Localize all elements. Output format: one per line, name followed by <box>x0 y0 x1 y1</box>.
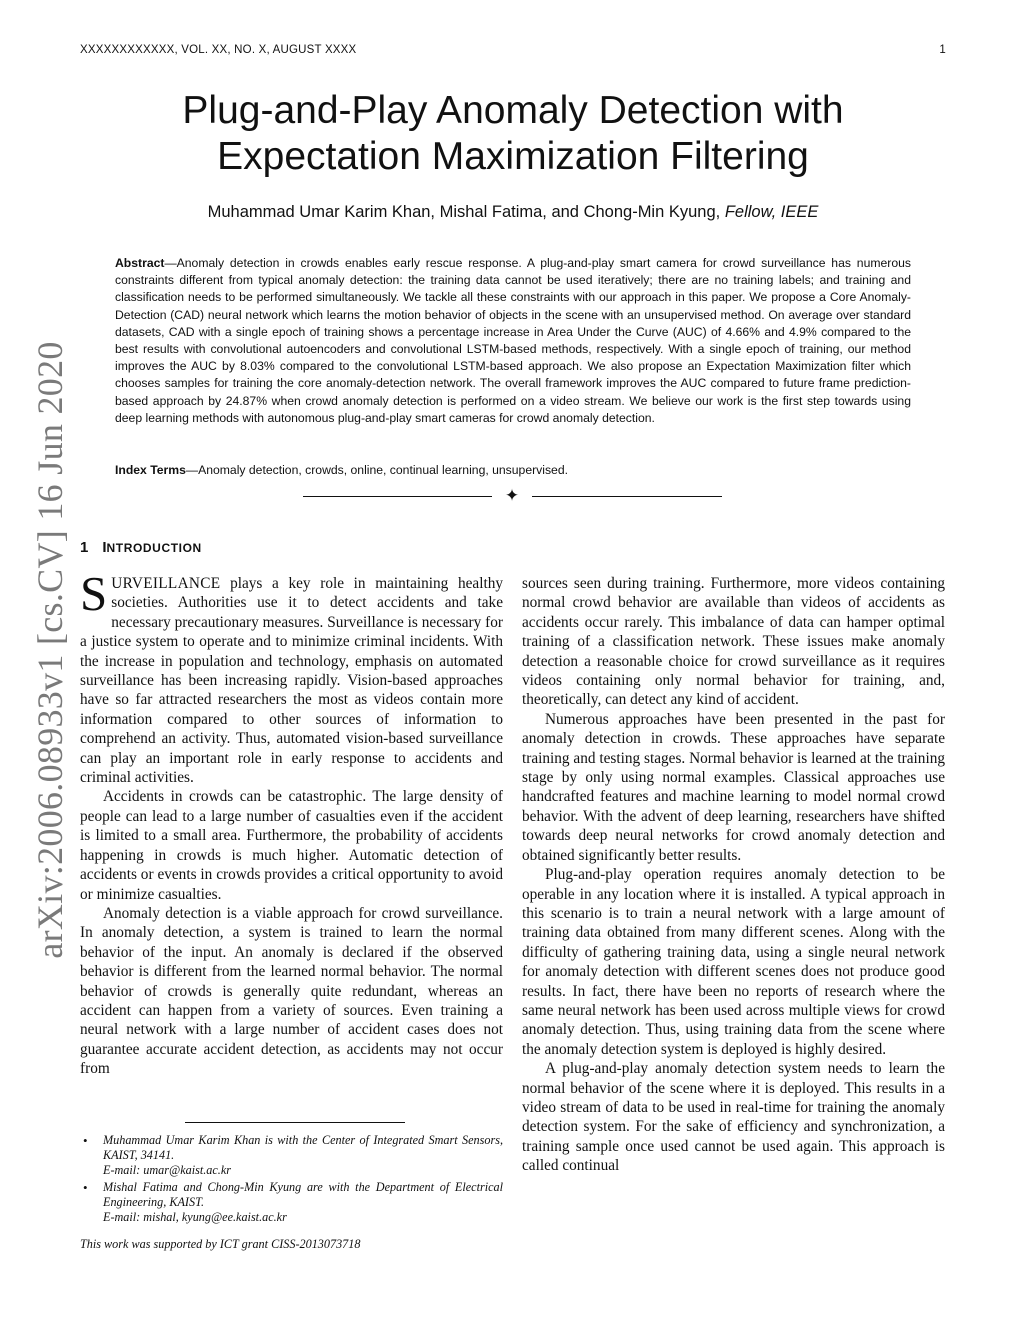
arxiv-stamp: arXiv:2006.08933v1 [cs.CV] 16 Jun 2020 <box>30 341 70 959</box>
footnote-email: E-mail: mishal, kyung@ee.kaist.ac.kr <box>103 1210 287 1224</box>
title-line-1: Plug-and-Play Anomaly Detection with <box>182 89 844 132</box>
first-word-smallcaps: URVEILLANCE <box>111 575 221 592</box>
index-terms-label: Index Terms <box>115 463 186 477</box>
section-heading-introduction <box>80 539 202 556</box>
intro-paragraph-6: Plug-and-play operation requires anomaly detection to be operable in any location where it is installed. A typical approach in this scenario is to train a neural network with a large amount of training data obtained from many different scenes. Along with the difficulty of gathering training data, using a single neural network for anomaly detection with different scenes does not produce good results. In fact, there have been no reports of research where the same neural network has been used across multiple views for crowd anomaly detection. Thus, using training data from the scene where the anomaly detection system is deployed is highly desired. <box>522 866 945 1058</box>
abstract-label: Abstract <box>115 256 165 270</box>
paper-title <box>80 88 946 180</box>
intro-paragraph-4: sources seen during training. Furthermore, more videos containing normal crowd behavior are available than videos of accidents as accidents occur rarely. This imbalance of data can hamper optimal training of a classification network. These issues make anomaly detection a reasonable choice for crowd surveillance as it requires videos containing only normal behavior for training, and, theoretically, can detect any kind of accident. <box>522 575 945 709</box>
paragraph-text: plays a key role in maintaining healthy societies. Authorities use it to detect accidents and take necessary precautionary measures. Surveillance is necessary for a justice system to operate and to minimize criminal incidents. With the increase in population and technology, emphasis on automated surveillance has been increasing rapidly. Vision-based approaches have so far attracted researchers the most as videos contain more information compared to other sources of information to comprehend an activity. Thus, automated vision-based surveillance can play an important role in early response to accidents and criminal activities. <box>80 575 503 787</box>
right-column <box>522 574 945 1176</box>
section-title-rest: NTRODUCTION <box>106 541 202 555</box>
section-number: 1 <box>80 539 89 556</box>
intro-paragraph-3: Anomaly detection is a viable approach for crowd surveillance. In anomaly detection, a system is trained to learn the normal behavior of the input. An anomaly is declared if the observed behavior is different from the learned normal behavior. The normal behavior of crowds is generally quite redundant, whereas an accident can happen from a variety of sources. Even training a neural network with a large number of accident cases does not guarantee accurate accident detection, as accidents may not occur from <box>80 904 503 1078</box>
author-list <box>80 203 946 222</box>
left-column <box>80 566 503 1079</box>
bullet-icon: • <box>83 1180 88 1195</box>
intro-paragraph-1 <box>80 566 503 787</box>
bullet-icon: • <box>83 1133 88 1148</box>
divider-diamond-icon: ✦ <box>504 486 520 506</box>
journal-info: XXXXXXXXXXXX, VOL. XX, NO. X, AUGUST XXXX <box>80 44 357 56</box>
author-names: Muhammad Umar Karim Khan, Mishal Fatima, and Chong-Min Kyung, <box>207 203 721 221</box>
title-line-2: Expectation Maximization Filtering <box>217 135 809 178</box>
intro-paragraph-2: Accidents in crowds can be catastrophic. The large density of people can lead to a large number of casualties even if the accident is limited to a small area. Furthermore, the probability of accidents happening in crowds is much higher. Automatic detection of accidents or events in crowds provides a critical opportunity to avoid or minimize casualties. <box>80 788 503 903</box>
divider-rule-right <box>532 496 722 497</box>
footnote-affiliation-1 <box>80 1133 503 1178</box>
section-title-initial: I <box>102 539 107 556</box>
abstract-text: —Anomaly detection in crowds enables early rescue response. A plug-and-play smart camera for crowd surveillance has numerous constraints different from typical anomaly detection: the training data cannot be used iteratively; there are no training labels; and training and classification needs to be performed simultaneously. We tackle all these constraints with our approach in this paper. We propose a Core Anomaly-Detection (CAD) neural network which learns the motion behavior of objects in the scene with an unsupervised method. On average over standard datasets, CAD with a single epoch of training shows a percentage increase in Area Under the Curve (AUC) of 4.66% and 4.9% compared to the best results with convolutional autoencoders and convolutional LSTM-based methods, respectively. With a single epoch of training, our method improves the AUC by 8.03% compared to the convolutional LSTM-based approach. We also propose an Expectation Maximization filter which chooses samples for training the core anomaly-detection network. The overall framework improves the AUC compared to future frame prediction-based approach by 24.87% when crowd anomaly detection is performed on a video stream. We believe our work is the first step towards using deep learning methods with autonomous plug-and-play smart cameras for crowd anomaly detection. <box>115 256 911 425</box>
footnote-email: E-mail: umar@kaist.ac.kr <box>103 1163 231 1177</box>
abstract <box>115 255 911 427</box>
intro-paragraph-5: Numerous approaches have been presented in the past for anomaly detection in crowds. These approaches have separate training and testing stages. Normal behavior is learned at the training stage by only using normal examples. Classical approaches use handcrafted features and machine learning to model normal crowd behavior. With the advent of deep learning, researchers have shifted towards deep neural networks for crowd anomaly detection and obtained significantly better results. <box>522 710 945 864</box>
intro-paragraph-7: A plug-and-play anomaly detection system needs to learn the normal behavior of the scene where it is deployed. This results in a video stream of data to be used in real-time for training the anomaly detection system. For the sake of efficiency and synchronization, a training sample once used cannot be used again. This approach is called continual <box>522 1060 945 1175</box>
index-terms-text: —Anomaly detection, crowds, online, continual learning, unsupervised. <box>185 463 568 477</box>
section-divider <box>303 486 723 506</box>
footnote-affiliation-2 <box>80 1180 503 1225</box>
footnote-line: Mishal Fatima and Chong-Min Kyung are with the Department of Electrical Engineering, KAIST. <box>103 1180 503 1209</box>
funding-note: This work was supported by ICT grant CISS-2013073718 <box>80 1237 361 1251</box>
footnote-rule <box>185 1122 405 1123</box>
divider-rule-left <box>303 496 492 497</box>
drop-cap: S <box>80 566 108 621</box>
author-fellow: Fellow, IEEE <box>724 203 819 221</box>
index-terms <box>115 463 911 477</box>
footnote-line: Muhammad Umar Karim Khan is with the Center of Integrated Smart Sensors, KAIST, 34141. <box>103 1133 503 1162</box>
page-number: 1 <box>939 44 946 56</box>
footnotes <box>80 1133 503 1252</box>
